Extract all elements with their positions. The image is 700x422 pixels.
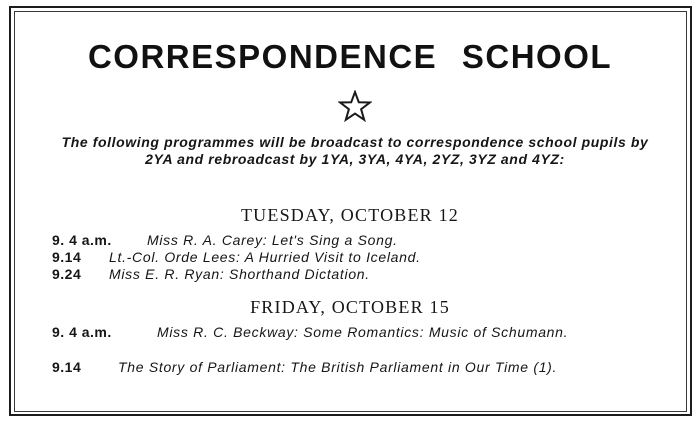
entry-time: 9.24	[52, 266, 82, 282]
entry-description: Lt.-Col. Orde Lees: A Hurried Visit to Iceland.	[109, 249, 421, 265]
entry-description: Miss E. R. Ryan: Shorthand Dictation.	[109, 266, 370, 282]
intro-text: The following programmes will be broadcast to correspondence school pupils by 2YA and rebroadcast by 1YA, 3YA, 4YA, 2YZ, 3YZ and 4YZ:	[61, 134, 649, 167]
day-heading-tuesday: TUESDAY, OCTOBER 12	[240, 205, 459, 225]
day-heading-friday: FRIDAY, OCTOBER 15	[250, 297, 450, 317]
entry-time: 9. 4 a.m.	[52, 324, 112, 340]
entry-time: 9.14	[52, 359, 82, 375]
entry-time: 9. 4 a.m.	[52, 232, 112, 248]
entry-time: 9.14	[52, 249, 82, 265]
star-icon	[338, 90, 372, 122]
entry-description: The Story of Parliament: The British Parliament in Our Time (1).	[118, 359, 558, 375]
entry-description: Miss R. A. Carey: Let's Sing a Song.	[147, 232, 398, 248]
notice-title: CORRESPONDENCE SCHOOL	[87, 38, 613, 75]
entry-description: Miss R. C. Beckway: Some Romantics: Music of Schumann.	[157, 324, 569, 340]
